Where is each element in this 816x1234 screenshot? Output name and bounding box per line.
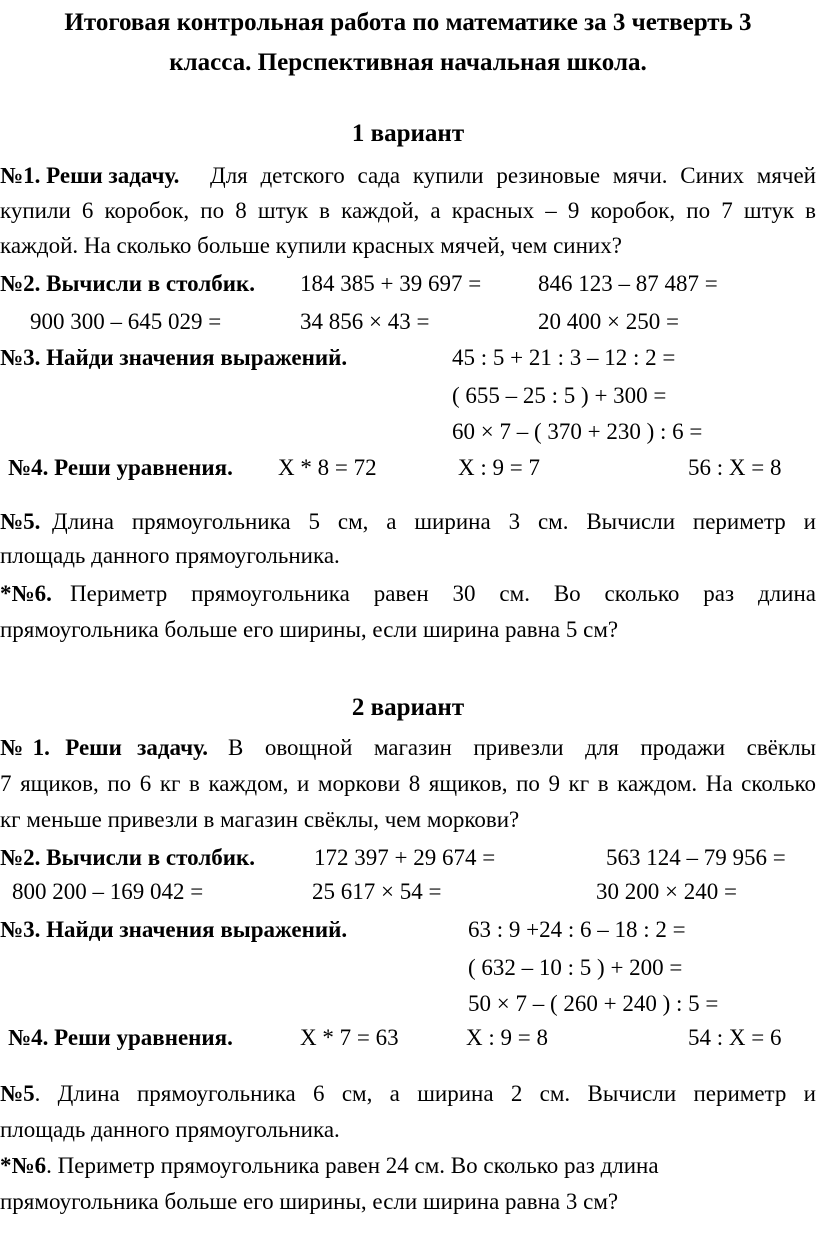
v2-task2-expr-5: 30 200 × 240 = xyxy=(596,879,737,904)
v2-task4-number: №4. Реши уравнения. xyxy=(8,1025,233,1050)
v1-task2-expr-3: 900 300 – 645 029 = xyxy=(30,309,222,334)
v2-task1-number: №1. Реши задачу. xyxy=(0,735,208,760)
v2-task5-line1 xyxy=(0,1080,816,1108)
v2-task4-eq-1: Х * 7 = 63 xyxy=(300,1025,399,1050)
v1-task1-number: №1. Реши задачу. xyxy=(0,163,180,188)
v1-task2-expr-4: 34 856 × 43 = xyxy=(300,309,430,334)
v2-task6-line1 xyxy=(0,1152,659,1180)
v1-task2-expr-1: 184 385 + 39 697 = xyxy=(300,271,482,296)
v2-task6-number: *№6 xyxy=(0,1153,47,1178)
v2-task5-text-1: . Длина прямоугольника 6 см, а ширина 2 см. Вычисли периметр и xyxy=(34,1081,816,1106)
v1-task5-number: №5. xyxy=(0,509,41,534)
v1-task3-expr-1: 45 : 5 + 21 : 3 – 12 : 2 = xyxy=(452,345,676,370)
v2-task3-expr-1: 63 : 9 +24 : 6 – 18 : 2 = xyxy=(468,917,686,942)
v1-task1-text-3: каждой. На сколько больше купили красных мячей, чем синих? xyxy=(0,233,622,258)
v1-task2-number: №2. Вычисли в столбик. xyxy=(0,271,255,296)
v1-task4-eq-2: Х : 9 = 7 xyxy=(458,455,540,480)
v2-task2-expr-2: 563 124 – 79 956 = xyxy=(606,845,786,870)
v2-task1-text-2: 7 ящиков, по 6 кг в каждом, и моркови 8 ящиков, по 9 кг в каждом. На сколько xyxy=(0,771,816,796)
v1-task4-number: №4. Реши уравнения. xyxy=(8,455,233,480)
v2-task2-expr-1: 172 397 + 29 674 = xyxy=(314,845,496,870)
v1-task6-text-1: Периметр прямоугольника равен 30 см. Во сколько раз длина xyxy=(70,581,816,606)
v1-task3-number: №3. Найди значения выражений. xyxy=(0,345,348,370)
document-title-line-1: Итоговая контрольная работа по математике за 3 четверть 3 xyxy=(64,9,752,36)
variant-1-heading: 1 вариант xyxy=(351,120,465,147)
v1-task2-expr-2: 846 123 – 87 487 = xyxy=(538,271,718,296)
v2-task5-number: №5 xyxy=(0,1081,35,1106)
v1-task5-text-2: площадь данного прямоугольника. xyxy=(0,543,340,568)
v2-task1-text-1: В овощной магазин привезли для продажи свёклы xyxy=(228,735,816,760)
v2-task1-text-3: кг меньше привезли в магазин свёклы, чем моркови? xyxy=(0,807,520,832)
v1-task5-text-1: Длина прямоугольника 5 см, а ширина 3 см. Вычисли периметр и xyxy=(52,509,816,534)
v2-task4-eq-2: Х : 9 = 8 xyxy=(466,1025,548,1050)
v1-task6-line1 xyxy=(0,580,816,608)
v1-task1-text-1: Для детского сада купили резиновые мячи. Синих мячей xyxy=(210,163,816,188)
v2-task3-expr-2: ( 632 – 10 : 5 ) + 200 = xyxy=(468,955,683,980)
v2-task5-text-2: площадь данного прямоугольника. xyxy=(0,1117,340,1142)
v1-task4-eq-3: 56 : Х = 8 xyxy=(688,455,782,480)
v1-task2-expr-5: 20 400 × 250 = xyxy=(538,309,679,334)
v1-task6-number: *№6. xyxy=(0,581,52,606)
v2-task1-line1 xyxy=(0,734,816,762)
v2-task2-number: №2. Вычисли в столбик. xyxy=(0,845,255,870)
v2-task6-text-1: . Периметр прямоугольника равен 24 см. Во сколько раз длина xyxy=(46,1153,659,1178)
v2-task6-text-2: прямоугольника больше его ширины, если ширина равна 3 см? xyxy=(0,1189,619,1214)
v1-task3-expr-2: ( 655 – 25 : 5 ) + 300 = xyxy=(452,383,667,408)
v2-task3-number: №3. Найди значения выражений. xyxy=(0,917,348,942)
v1-task1-text-2: купили 6 коробок, по 8 штук в каждой, а красных – 9 коробок, по 7 штук в xyxy=(0,198,816,223)
v2-task2-expr-3: 800 200 – 169 042 = xyxy=(12,879,204,904)
v1-task5-line1 xyxy=(0,508,816,536)
v2-task2-expr-4: 25 617 × 54 = xyxy=(312,879,442,904)
v2-task3-expr-3: 50 × 7 – ( 260 + 240 ) : 5 = xyxy=(468,991,719,1016)
v1-task4-eq-1: Х * 8 = 72 xyxy=(278,455,377,480)
v2-task4-eq-3: 54 : Х = 6 xyxy=(688,1025,782,1050)
document-title-line-2: класса. Перспективная начальная школа. xyxy=(169,49,647,76)
v1-task3-expr-3: 60 × 7 – ( 370 + 230 ) : 6 = xyxy=(452,419,703,444)
v1-task6-text-2: прямоугольника больше его ширины, если ширина равна 5 см? xyxy=(0,617,619,642)
v1-task1-line1 xyxy=(0,162,816,190)
variant-2-heading: 2 вариант xyxy=(351,694,465,721)
